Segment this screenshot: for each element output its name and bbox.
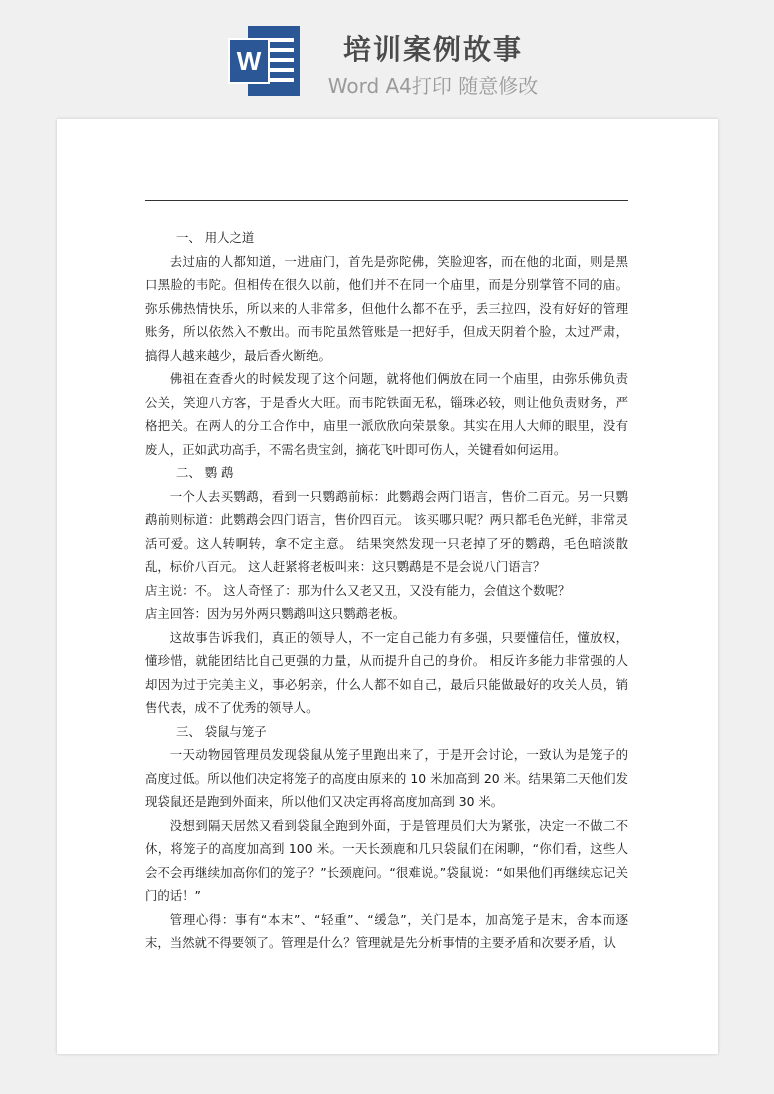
paragraph: 去过庙的人都知道，一进庙门，首先是弥陀佛，笑脸迎客，而在他的北面，则是黑口黑脸的韦陀。但相传在很久以前，他们并不在同一个庙里，而是分别掌管不同的庙。弥乐佛热情快乐，所以来的人非常多，但他什么都不在乎，丢三拉四，没有好好的管理账务，所以依然入不敷出。而韦陀虽然管账是一把好手，但成天阴着个脸，太过严肃，搞得人越来越少，最后香火断绝。 — [145, 253, 628, 363]
paragraph: 管理心得：事有“本末”、“轻重”、“缓急”，关门是本，加高笼子是末，舍本而逐末，当然就不得要领了。管理是什么？管理就是先分析事情的主要矛盾和次要矛盾，认 — [145, 911, 628, 950]
paragraph: 一个人去买鹦鹉，看到一只鹦鹉前标：此鹦鹉会两门语言，售价二百元。另一只鹦鹉前则标道：此鹦鹉会四门语言，售价四百元。 该买哪只呢？两只都毛色光鲜，非常灵活可爱。这人转啊转，拿不定主意。 结果突然发现一只老掉了牙的鹦鹉，毛色暗淡散乱，标价八百元。 这人赶紧将老板叫来：这只鹦鹉是不是会说八门语言？ — [145, 488, 628, 574]
paragraph: 没想到隔天居然又看到袋鼠全跑到外面，于是管理员们大为紧张，决定一不做二不休，将笼子的高度加高到 100 米。一天长颈鹿和几只袋鼠们在闲聊，“你们看，这些人会不会再继续加高你们的笼子？”长颈鹿问。“很难说。”袋鼠说：“如果他们再继续忘记关门的话！” — [145, 817, 628, 903]
paragraph: 店主说：不。 这人奇怪了：那为什么又老又丑，又没有能力，会值这个数呢？ — [145, 582, 571, 598]
word-icon-letter: W — [236, 46, 262, 76]
document-page — [57, 119, 718, 1054]
banner — [0, 0, 774, 118]
section-heading: 三、 袋鼠与笼子 — [176, 723, 267, 739]
word-icon — [228, 26, 300, 96]
banner-title: 培训案例故事 — [342, 33, 523, 66]
paragraph: 佛祖在查香火的时候发现了这个问题，就将他们俩放在同一个庙里，由弥乐佛负责公关，笑迎八方客，于是香火大旺。而韦陀铁面无私，锱珠必较，则让他负责财务，严格把关。在两人的分工合作中，庙里一派欣欣向荣景象。其实在用人大师的眼里，没有废人，正如武功高手，不需名贵宝剑，摘花飞叶即可伤人，关键看如何运用。 — [145, 371, 628, 457]
section-heading: 一、 用人之道 — [176, 230, 255, 245]
section-heading: 二、 鹦 鹉 — [176, 465, 234, 480]
document-body — [145, 226, 628, 955]
paragraph: 店主回答：因为另外两只鹦鹉叫这只鹦鹉老板。 — [145, 606, 406, 621]
paragraph: 这故事告诉我们，真正的领导人，不一定自己能力有多强，只要懂信任，懂放权，懂珍惜，就能团结比自己更强的力量，从而提升自己的身价。 相反许多能力非常强的人却因为过于完美主义，事必躬亲，什么人都不如自己，最后只能做最好的攻关人员，销售代表，成不了优秀的领导人。 — [145, 629, 628, 715]
paragraph: 一天动物园管理员发现袋鼠从笼子里跑出来了，于是开会讨论，一致认为是笼子的高度过低。所以他们决定将笼子的高度由原来的 10 米加高到 20 米。结果第二天他们发现袋鼠还是跑到外面来，所以他们又决定再将高度加高到 30 米。 — [145, 747, 628, 809]
banner-subtitle: Word A4打印 随意修改 — [327, 74, 539, 98]
header-rule — [145, 200, 628, 201]
